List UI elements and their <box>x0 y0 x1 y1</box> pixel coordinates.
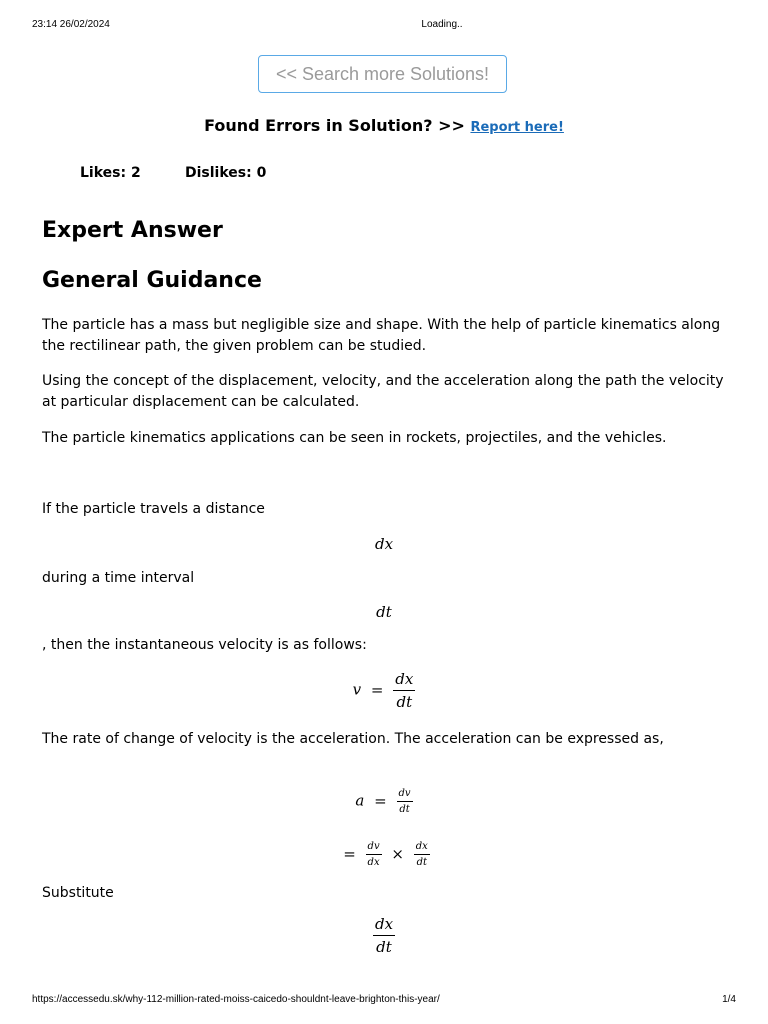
math-denominator: dt <box>376 938 392 956</box>
math-denominator: dx <box>367 857 380 868</box>
paragraph-travels-distance: If the particle travels a distance <box>42 501 265 517</box>
search-more-solutions-button[interactable]: << Search more Solutions! <box>258 55 507 93</box>
math-v: v <box>352 680 362 699</box>
math-fraction-dx-dt <box>414 841 430 868</box>
math-fraction-dx-dt <box>393 670 415 711</box>
math-times: × <box>391 844 404 863</box>
math-numerator: dx <box>373 915 395 936</box>
paragraph-concept: Using the concept of the displacement, velocity, and the acceleration along the path the velocity at particular displacement can be calculated. <box>42 373 724 410</box>
math-denominator: dt <box>396 693 413 711</box>
dislikes-count: Dislikes: 0 <box>185 165 267 181</box>
math-fraction-dv-dx <box>366 841 382 868</box>
math-chain-rule-equation <box>0 841 768 868</box>
math-dx-text: dx <box>374 535 394 553</box>
print-footer <box>0 994 768 1006</box>
report-here-link[interactable]: Report here! <box>470 120 564 135</box>
math-dx <box>0 535 768 553</box>
math-numerator: dx <box>393 670 415 691</box>
math-equals: = <box>374 791 387 810</box>
math-dt-text: dt <box>376 603 392 621</box>
math-equals: = <box>370 680 384 699</box>
math-substitute-fraction <box>0 915 768 956</box>
math-fraction-dx-dt <box>373 915 395 956</box>
print-url: https://accessedu.sk/why-112-million-rated-moiss-caicedo-shouldnt-leave-brighton-this-year/ <box>32 994 440 1005</box>
found-errors-text: Found Errors in Solution? >> <box>204 116 465 135</box>
math-numerator: dv <box>397 788 413 802</box>
found-errors-line <box>0 116 768 135</box>
expert-answer-heading: Expert Answer <box>42 218 223 243</box>
math-numerator: dx <box>414 841 430 855</box>
math-equals: = <box>343 844 356 863</box>
paragraph-applications: The particle kinematics applications can be seen in rockets, projectiles, and the vehicles. <box>42 430 667 446</box>
paragraph-particle-mass: The particle has a mass but negligible size and shape. With the help of particle kinematics along the rectilinear path, the given problem can be studied. <box>42 317 721 354</box>
print-header <box>0 19 768 31</box>
print-title: Loading.. <box>421 19 463 30</box>
math-numerator: dv <box>366 841 382 855</box>
math-dt <box>0 603 768 621</box>
math-denominator: dt <box>399 804 410 815</box>
math-fraction-dv-dt <box>397 788 413 815</box>
paragraph-instantaneous-velocity: , then the instantaneous velocity is as follows: <box>42 637 367 653</box>
paragraph-rate-of-change: The rate of change of velocity is the acceleration. The acceleration can be expressed as, <box>42 731 664 747</box>
math-acceleration-equation <box>0 788 768 815</box>
math-denominator: dt <box>416 857 427 868</box>
math-velocity-equation <box>0 670 768 711</box>
math-a: a <box>355 791 365 810</box>
paragraph-substitute: Substitute <box>42 885 114 901</box>
general-guidance-heading: General Guidance <box>42 268 262 293</box>
print-datetime: 23:14 26/02/2024 <box>32 19 110 30</box>
likes-count: Likes: 2 <box>80 165 141 181</box>
print-page-number: 1/4 <box>722 994 736 1005</box>
paragraph-time-interval: during a time interval <box>42 570 195 586</box>
